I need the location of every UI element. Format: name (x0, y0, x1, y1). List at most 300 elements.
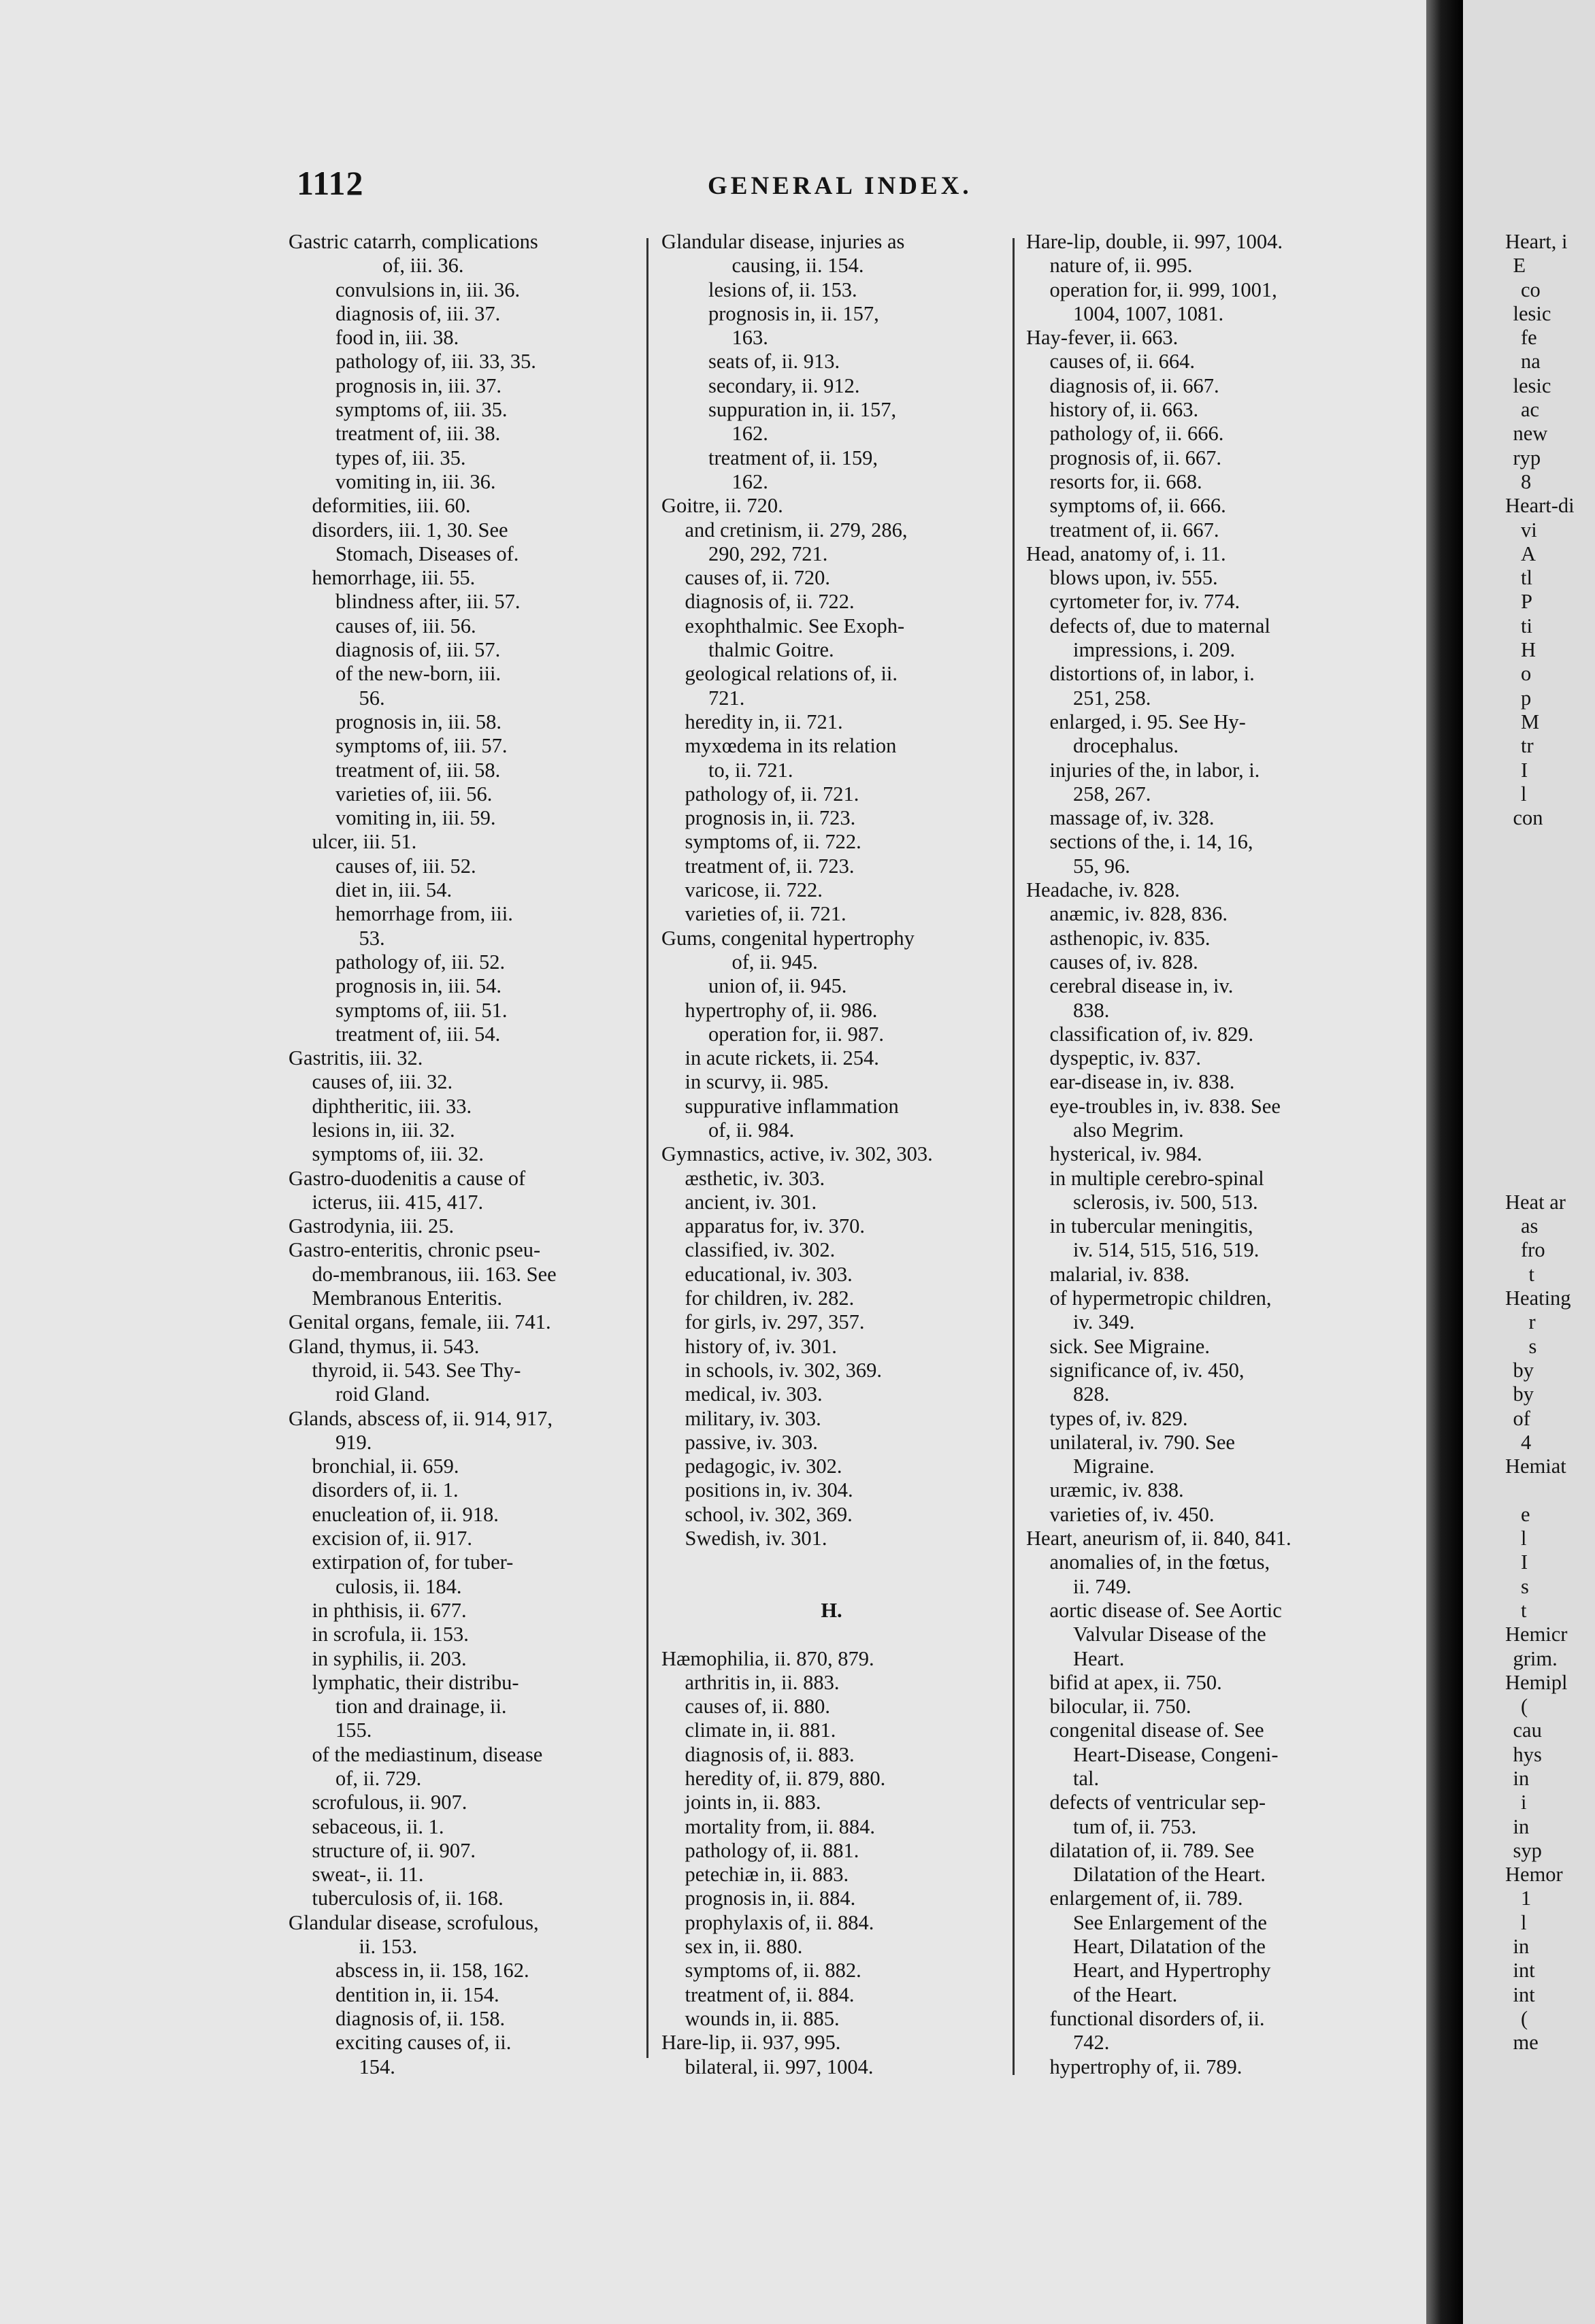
index-entry: for girls, iv. 297, 357. (685, 1310, 865, 1334)
index-entry: 162. (731, 422, 768, 446)
index-entry: treatment of, ii. 723. (685, 854, 855, 878)
index-entry: sweat-, ii. 11. (312, 1863, 424, 1887)
index-entry: 828. (1073, 1382, 1110, 1406)
facing-page-fragment (1505, 1478, 1575, 1502)
index-entry: Membranous Enteritis. (312, 1286, 503, 1310)
facing-page-fragment: Hemicr (1505, 1623, 1568, 1646)
index-entry: aortic disease of. See Aortic (1049, 1598, 1282, 1622)
facing-page-fragment: E (1513, 254, 1526, 278)
index-entry: varieties of, iii. 56. (335, 782, 493, 806)
index-entry: prognosis in, ii. 723. (685, 806, 856, 830)
index-entry: 155. (335, 1719, 372, 1742)
index-entry: 838. (1073, 998, 1110, 1022)
facing-page-fragment (1505, 878, 1575, 902)
index-entry: passive, iv. 303. (685, 1430, 818, 1454)
index-entry: history of, iv. 301. (685, 1334, 837, 1358)
facing-page-fragment: 4 (1521, 1430, 1532, 1454)
index-entry: ear-disease in, iv. 838. (1049, 1070, 1235, 1094)
index-entry: thyroid, ii. 543. See Thy- (312, 1358, 521, 1382)
index-entry: Gymnastics, active, iv. 302, 303. (661, 1142, 933, 1166)
index-entry: pedagogic, iv. 302. (685, 1455, 842, 1478)
index-entry: See Enlargement of the (1073, 1910, 1267, 1934)
index-entry: roid Gland. (335, 1382, 430, 1406)
facing-page-fragment (1505, 1070, 1575, 1094)
facing-page-fragment: e (1521, 1502, 1530, 1526)
index-entry: educational, iv. 303. (685, 1262, 853, 1286)
index-entry: 154. (359, 2055, 395, 2078)
index-entry: varicose, ii. 722. (685, 878, 823, 902)
index-entry: diet in, iii. 54. (335, 878, 453, 902)
index-entry: convulsions in, iii. 36. (335, 278, 521, 301)
facing-page-fragment (1505, 1023, 1575, 1046)
facing-page-fragment: of (1513, 1406, 1530, 1430)
index-entry: prognosis in, ii. 884. (685, 1887, 856, 1910)
index-entry: massage of, iv. 328. (1049, 806, 1215, 830)
index-entry: Glandular disease, scrofulous, (289, 1910, 539, 1934)
index-entry: 53. (359, 926, 385, 950)
index-entry: of, ii. 945. (731, 950, 818, 974)
facing-page-fragment: co (1521, 278, 1541, 301)
index-entry: Heart, and Hypertrophy (1073, 1959, 1271, 1982)
index-entry: symptoms of, iii. 57. (335, 734, 508, 758)
index-entry: heredity in, ii. 721. (685, 710, 843, 733)
index-entry: symptoms of, iii. 35. (335, 398, 508, 422)
index-column-3 (1026, 230, 1380, 2079)
facing-page-fragment: r (1528, 1310, 1536, 1334)
index-entry: Gastro-duodenitis a cause of (289, 1166, 526, 1190)
index-entry: bilateral, ii. 997, 1004. (685, 2055, 874, 2078)
index-entry: ancient, iv. 301. (685, 1190, 817, 1214)
index-entry: enucleation of, ii. 918. (312, 1502, 499, 1526)
facing-page-fragment: hys (1513, 1742, 1542, 1766)
index-entry: thalmic Goitre. (708, 638, 834, 662)
facing-page-fragment: Heat ar (1505, 1190, 1566, 1214)
facing-page-fragment (1505, 1095, 1575, 1118)
index-entry: iv. 514, 515, 516, 519. (1073, 1238, 1260, 1262)
facing-page-fragment (1505, 830, 1575, 854)
facing-page-fragment: grim. (1513, 1646, 1558, 1670)
index-entry: in scurvy, ii. 985. (685, 1070, 829, 1094)
index-entry: vomiting in, iii. 59. (335, 806, 496, 830)
index-entry: Heart, aneurism of, ii. 840, 841. (1026, 1527, 1292, 1550)
index-entry: food in, iii. 38. (335, 326, 459, 350)
index-entry: bronchial, ii. 659. (312, 1455, 459, 1478)
index-entry: prognosis in, iii. 54. (335, 974, 502, 998)
index-entry: cerebral disease in, iv. (1049, 974, 1234, 998)
index-entry: causes of, iii. 52. (335, 854, 476, 878)
index-entry: diagnosis of, iii. 57. (335, 638, 501, 662)
book-gutter (1426, 0, 1463, 2324)
facing-page-fragment (1505, 999, 1575, 1023)
index-entry: blows upon, iv. 555. (1049, 566, 1218, 590)
index-entry: diagnosis of, ii. 883. (685, 1742, 855, 1766)
index-entry: Hare-lip, double, ii. 997, 1004. (1026, 230, 1283, 253)
index-entry: icterus, iii. 415, 417. (312, 1190, 484, 1214)
index-entry: Glandular disease, injuries as (661, 230, 905, 253)
facing-page-fragment: as (1521, 1214, 1539, 1238)
index-entry: anomalies of, in the fœtus, (1049, 1550, 1270, 1574)
index-entry: Gland, thymus, ii. 543. (289, 1334, 480, 1358)
facing-page-fragment: Heating (1505, 1286, 1571, 1310)
index-entry: treatment of, iii. 58. (335, 758, 501, 782)
index-entry: union of, ii. 945. (708, 974, 847, 998)
index-entry: sebaceous, ii. 1. (312, 1814, 444, 1838)
index-entry: treatment of, iii. 54. (335, 1022, 501, 1046)
index-entry: 163. (731, 326, 768, 350)
index-entry: 919. (335, 1430, 372, 1454)
index-entry: hemorrhage from, iii. (335, 902, 513, 926)
facing-page-fragment: I (1521, 758, 1528, 782)
index-entry (661, 1623, 1002, 1646)
facing-page-fragment (1505, 927, 1575, 950)
facing-page-fragment: P (1521, 590, 1532, 614)
index-entry: causes of, iii. 56. (335, 614, 476, 637)
facing-page-fragment (1505, 1046, 1575, 1070)
facing-page-fragment: p (1521, 686, 1532, 710)
column-rule (1013, 238, 1015, 2075)
index-entry: in schools, iv. 302, 369. (685, 1358, 882, 1382)
index-entry: cyrtometer for, iv. 774. (1049, 590, 1240, 614)
index-entry: treatment of, ii. 667. (1049, 518, 1219, 542)
index-entry: do-membranous, iii. 163. See (312, 1262, 557, 1286)
facing-page-fragment: Heart-di (1505, 494, 1575, 518)
index-entry: prognosis in, iii. 58. (335, 710, 502, 733)
index-entry: functional disorders of, ii. (1049, 2006, 1265, 2030)
index-entry: sections of the, i. 14, 16, (1049, 830, 1253, 854)
facing-page-fragments (1505, 230, 1575, 2055)
index-entry: seats of, ii. 913. (708, 350, 840, 374)
index-entry: of, iii. 36. (382, 254, 464, 278)
facing-page-fragment: by (1513, 1358, 1534, 1382)
index-entry: bilocular, ii. 750. (1049, 1695, 1191, 1719)
index-entry: hemorrhage, iii. 55. (312, 566, 476, 590)
index-entry: of the mediastinum, disease (312, 1742, 543, 1766)
index-entry: in multiple cerebro-spinal (1049, 1166, 1264, 1190)
index-entry: enlarged, i. 95. See Hy- (1049, 710, 1246, 733)
index-entry: treatment of, iii. 38. (335, 422, 501, 446)
facing-page-fragment: Hemipl (1505, 1670, 1568, 1694)
facing-page-fragment: by (1513, 1382, 1534, 1406)
facing-page-fragment: tr (1521, 734, 1534, 758)
index-entry: 56. (359, 686, 385, 710)
index-entry: causing, ii. 154. (731, 254, 864, 278)
index-entry: Stomach, Diseases of. (335, 542, 519, 565)
index-entry: suppuration in, ii. 157, (708, 398, 897, 422)
index-entry: causes of, iv. 828. (1049, 950, 1198, 974)
index-entry: diphtheritic, iii. 33. (312, 1094, 472, 1118)
index-entry: in scrofula, ii. 153. (312, 1623, 469, 1646)
index-entry: to, ii. 721. (708, 758, 793, 782)
index-entry: Head, anatomy of, i. 11. (1026, 542, 1226, 565)
index-entry: impressions, i. 209. (1073, 638, 1236, 662)
facing-page-fragment: lesic (1513, 301, 1551, 325)
index-entry: Heart. (1073, 1646, 1125, 1670)
facing-page-fragment (1505, 902, 1575, 926)
index-entry: hypertrophy of, ii. 986. (685, 998, 878, 1022)
index-entry: lymphatic, their distribu- (312, 1670, 519, 1694)
index-entry: causes of, iii. 32. (312, 1070, 453, 1094)
index-entry: 290, 292, 721. (708, 542, 828, 565)
index-entry: of, ii. 984. (708, 1118, 795, 1142)
index-entry: pathology of, ii. 666. (1049, 422, 1224, 446)
index-entry: diagnosis of, ii. 158. (335, 2006, 506, 2030)
index-entry: Hay-fever, ii. 663. (1026, 326, 1179, 350)
index-entry: secondary, ii. 912. (708, 374, 860, 397)
index-entry: positions in, iv. 304. (685, 1478, 853, 1502)
index-entry: heredity of, ii. 879, 880. (685, 1767, 886, 1790)
section-letter: H. (821, 1598, 842, 1622)
index-entry: apparatus for, iv. 370. (685, 1214, 865, 1238)
index-entry: Gums, congenital hypertrophy (661, 926, 915, 950)
index-entry: causes of, ii. 880. (685, 1695, 830, 1719)
index-entry: varieties of, ii. 721. (685, 902, 846, 926)
index-entry: Glands, abscess of, ii. 914, 917, (289, 1406, 553, 1430)
index-entry: æsthetic, iv. 303. (685, 1166, 825, 1190)
index-entry: tum of, ii. 753. (1073, 1814, 1197, 1838)
index-entry: dentition in, ii. 154. (335, 1982, 499, 2006)
index-entry: disorders of, ii. 1. (312, 1478, 459, 1502)
index-entry: in acute rickets, ii. 254. (685, 1046, 879, 1070)
facing-page-fragment: A (1521, 542, 1536, 565)
index-entry: extirpation of, for tuber- (312, 1550, 514, 1574)
index-entry: prognosis in, ii. 157, (708, 301, 879, 325)
index-entry: suppurative inflammation (685, 1094, 899, 1118)
facing-page-fragment: ryp (1513, 446, 1541, 469)
index-entry: unilateral, iv. 790. See (1049, 1430, 1235, 1454)
index-entry: pathology of, iii. 52. (335, 950, 506, 974)
index-entry: resorts for, ii. 668. (1049, 469, 1202, 493)
facing-page-fragment (1505, 950, 1575, 974)
index-entry: disorders, iii. 1, 30. See (312, 518, 508, 542)
index-entry: symptoms of, iii. 51. (335, 998, 508, 1022)
index-entry: Gastrodynia, iii. 25. (289, 1214, 455, 1238)
index-entry: Gastric catarrh, complications (289, 230, 538, 253)
index-entry: wounds in, ii. 885. (685, 2006, 840, 2030)
index-entry: Heart-Disease, Congeni- (1073, 1742, 1279, 1766)
index-entry: lesions of, ii. 153. (708, 278, 857, 301)
facing-page-fragment: na (1521, 350, 1541, 374)
index-entry: defects of, due to maternal (1049, 614, 1270, 637)
facing-page-fragment (1505, 854, 1575, 878)
facing-page-fragment (1505, 1167, 1575, 1191)
index-entry: 162. (731, 469, 768, 493)
facing-page-fragment: in (1513, 1935, 1530, 1959)
index-entry: hypertrophy of, ii. 789. (1049, 2055, 1243, 2078)
index-entry: history of, ii. 663. (1049, 398, 1199, 422)
index-entry: of the new-born, iii. (335, 662, 501, 686)
index-entry: types of, iii. 35. (335, 446, 466, 469)
index-entry: exciting causes of, ii. (335, 2031, 512, 2055)
facing-page-fragment: 1 (1521, 1887, 1532, 1910)
index-entry: nature of, ii. 995. (1049, 254, 1193, 278)
index-entry: pathology of, ii. 721. (685, 782, 859, 806)
index-entry: pathology of, ii. 881. (685, 1838, 859, 1862)
index-entry: Headache, iv. 828. (1026, 878, 1180, 902)
index-entry: diagnosis of, ii. 667. (1049, 374, 1219, 397)
facing-page-fragment: ( (1521, 2006, 1528, 2030)
index-entry: prognosis of, ii. 667. (1049, 446, 1221, 469)
facing-page-fragment: ( (1521, 1695, 1528, 1719)
index-entry: for children, iv. 282. (685, 1286, 855, 1310)
index-entry: medical, iv. 303. (685, 1382, 823, 1406)
index-entry: enlargement of, ii. 789. (1049, 1887, 1243, 1910)
index-entry: Hæmophilia, ii. 870, 879. (661, 1646, 874, 1670)
index-entry: excision of, ii. 917. (312, 1527, 472, 1550)
index-entry: anæmic, iv. 828, 836. (1049, 902, 1228, 926)
index-entry: Gastro-enteritis, chronic pseu- (289, 1238, 541, 1262)
facing-page-fragment: Hemiat (1505, 1455, 1566, 1478)
facing-page-fragment: int (1513, 1959, 1535, 1982)
index-entry: pathology of, iii. 33, 35. (335, 350, 536, 374)
facing-page-fragment: M (1521, 710, 1540, 733)
index-entry: 258, 267. (1073, 782, 1151, 806)
page-number: 1112 (297, 164, 364, 202)
index-entry: 1004, 1007, 1081. (1073, 301, 1224, 325)
facing-page-fragment: in (1513, 1814, 1530, 1838)
index-entry: military, iv. 303. (685, 1406, 821, 1430)
index-entry: petechiæ in, ii. 883. (685, 1863, 849, 1887)
index-entry: classified, iv. 302. (685, 1238, 836, 1262)
index-entry: of hypermetropic children, (1049, 1286, 1272, 1310)
index-entry: hysterical, iv. 984. (1049, 1142, 1202, 1166)
index-entry: exophthalmic. See Exoph- (685, 614, 905, 637)
index-entry: abscess in, ii. 158, 162. (335, 1959, 529, 1982)
index-entry (661, 1550, 1002, 1574)
index-entry: joints in, ii. 883. (685, 1791, 821, 1814)
facing-page-fragment: lesic (1513, 374, 1551, 397)
index-entry: in syphilis, ii. 203. (312, 1646, 467, 1670)
index-entry: distortions of, in labor, i. (1049, 662, 1255, 686)
facing-page-fragment: int (1513, 1982, 1535, 2006)
index-entry: sick. See Migraine. (1049, 1334, 1210, 1358)
index-entry: varieties of, iv. 450. (1049, 1502, 1215, 1526)
index-entry: bifid at apex, ii. 750. (1049, 1670, 1222, 1694)
facing-page-fragment: o (1521, 662, 1532, 686)
index-entry: significance of, iv. 450, (1049, 1358, 1245, 1382)
index-entry: symptoms of, iii. 32. (312, 1142, 484, 1166)
index-entry: symptoms of, ii. 722. (685, 830, 861, 854)
index-entry: Dilatation of the Heart. (1073, 1863, 1266, 1887)
running-head: GENERAL INDEX. (708, 172, 972, 200)
index-entry: types of, iv. 829. (1049, 1406, 1188, 1430)
facing-page-fragment: s (1521, 1574, 1529, 1598)
index-entry: Swedish, iv. 301. (685, 1527, 827, 1550)
facing-page-fragment: Hemor (1505, 1863, 1563, 1887)
index-entry: deformities, iii. 60. (312, 494, 471, 518)
index-entry: and cretinism, ii. 279, 286, (685, 518, 908, 542)
index-entry: myxœdema in its relation (685, 734, 897, 758)
index-entry: ii. 749. (1073, 1574, 1132, 1598)
facing-page-fragment: new (1513, 422, 1548, 446)
facing-page-fragment: fro (1521, 1238, 1545, 1262)
index-entry: eye-troubles in, iv. 838. See (1049, 1094, 1281, 1118)
index-entry: in tubercular meningitis, (1049, 1214, 1253, 1238)
facing-page-fragment: cau (1513, 1719, 1542, 1742)
index-entry: defects of ventricular sep- (1049, 1791, 1266, 1814)
facing-page-fragment: 8 (1521, 469, 1532, 493)
index-entry: sex in, ii. 880. (685, 1935, 803, 1959)
facing-page-fragment: syp (1513, 1838, 1542, 1862)
facing-page-fragment: H (1521, 638, 1536, 662)
index-entry: operation for, ii. 999, 1001, (1049, 278, 1277, 301)
index-entry: drocephalus. (1073, 734, 1179, 758)
facing-page-fragment (1505, 1142, 1575, 1166)
index-entry: operation for, ii. 987. (708, 1022, 884, 1046)
index-entry: sclerosis, iv. 500, 513. (1073, 1190, 1258, 1214)
index-entry: scrofulous, ii. 907. (312, 1791, 467, 1814)
index-entry: dyspeptic, iv. 837. (1049, 1046, 1202, 1070)
index-entry: injuries of the, in labor, i. (1049, 758, 1260, 782)
facing-page-fragment: l (1521, 1527, 1527, 1550)
index-column-1 (289, 230, 636, 2079)
index-entry: culosis, ii. 184. (335, 1574, 462, 1598)
facing-page-fragment: ti (1521, 614, 1532, 637)
index-entry: climate in, ii. 881. (685, 1719, 836, 1742)
facing-page-fragment: I (1521, 1550, 1528, 1574)
facing-page-fragment: con (1513, 806, 1543, 830)
facing-page-fragment: tl (1521, 566, 1532, 590)
facing-page-fragment: ac (1521, 398, 1540, 422)
index-entry: asthenopic, iv. 835. (1049, 926, 1211, 950)
index-entry: Valvular Disease of the (1073, 1623, 1266, 1646)
index-entry: tion and drainage, ii. (335, 1695, 507, 1719)
facing-page-fragment: me (1513, 2031, 1539, 2055)
index-entry: uræmic, iv. 838. (1049, 1478, 1184, 1502)
index-entry: structure of, ii. 907. (312, 1838, 476, 1862)
index-entry: 742. (1073, 2031, 1110, 2055)
facing-page-fragment: i (1521, 1791, 1527, 1814)
index-entry: classification of, iv. 829. (1049, 1022, 1254, 1046)
index-entry: Migraine. (1073, 1455, 1155, 1478)
index-entry: tuberculosis of, ii. 168. (312, 1887, 504, 1910)
index-entry: malarial, iv. 838. (1049, 1262, 1190, 1286)
facing-page-fragment: fe (1521, 326, 1537, 350)
index-entry: treatment of, ii. 884. (685, 1982, 855, 2006)
facing-page-fragment: vi (1521, 518, 1537, 542)
index-entry: blindness after, iii. 57. (335, 590, 521, 614)
index-entry: Goitre, ii. 720. (661, 494, 783, 518)
index-entry: treatment of, ii. 159, (708, 446, 878, 469)
index-entry: also Megrim. (1073, 1118, 1184, 1142)
index-entry: lesions in, iii. 32. (312, 1118, 455, 1142)
index-entry: Gastritis, iii. 32. (289, 1046, 423, 1070)
index-entry: causes of, ii. 720. (685, 566, 830, 590)
index-entry: ii. 153. (359, 1935, 418, 1959)
index-entry: diagnosis of, iii. 37. (335, 301, 501, 325)
facing-page-fragment: t (1528, 1262, 1534, 1286)
index-entry: of, ii. 729. (335, 1767, 422, 1790)
column-rule (646, 238, 648, 2058)
index-entry: symptoms of, ii. 666. (1049, 494, 1226, 518)
index-entry: ulcer, iii. 51. (312, 830, 417, 854)
index-entry: 251, 258. (1073, 686, 1151, 710)
facing-page-fragment: Heart, i (1505, 230, 1568, 253)
index-entry: tal. (1073, 1767, 1100, 1790)
index-entry: school, iv. 302, 369. (685, 1502, 853, 1526)
index-entry: diagnosis of, ii. 722. (685, 590, 855, 614)
facing-page-fragment: l (1521, 782, 1527, 806)
facing-page-fragment: l (1521, 1910, 1527, 1934)
facing-page-fragment (1505, 974, 1575, 998)
index-entry: 721. (708, 686, 745, 710)
index-entry: arthritis in, ii. 883. (685, 1670, 840, 1694)
index-entry: geological relations of, ii. (685, 662, 898, 686)
index-entry: mortality from, ii. 884. (685, 1814, 876, 1838)
facing-page-fragment: s (1528, 1334, 1537, 1358)
index-entry: of the Heart. (1073, 1982, 1178, 2006)
index-entry: 55, 96. (1073, 854, 1130, 878)
index-entry: dilatation of, ii. 789. See (1049, 1838, 1255, 1862)
